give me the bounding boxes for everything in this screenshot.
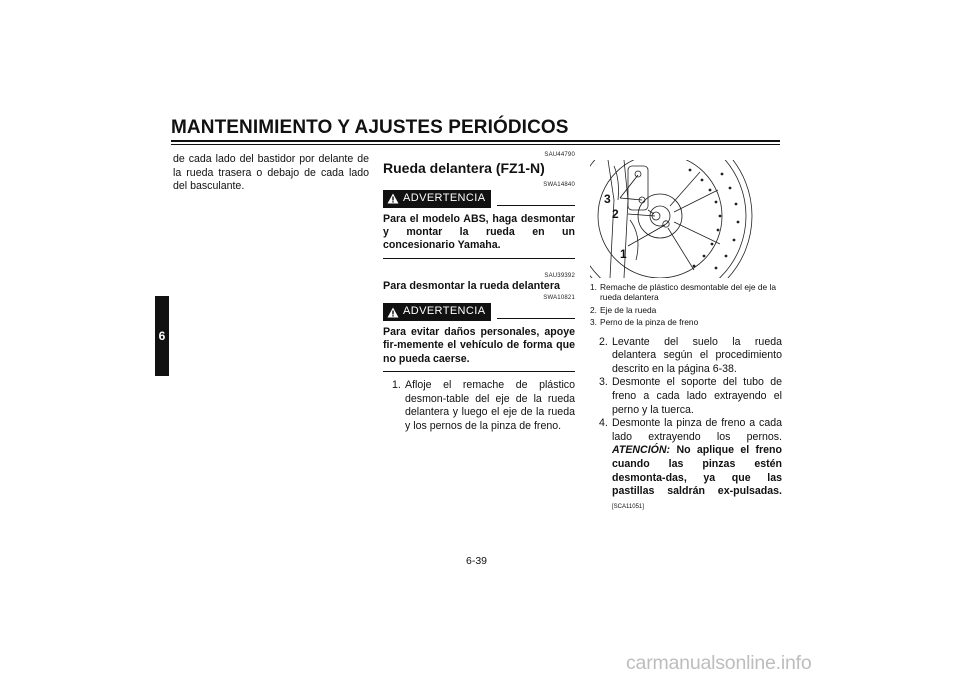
step-item [590,336,782,377]
callout-label: 1 [620,247,627,261]
warning-triangle-icon [387,193,399,204]
header-rule-thin [171,144,780,145]
column-right [590,160,782,514]
warning-banner [383,303,575,321]
callout-label: 2 [612,207,619,221]
step-number: 4. [599,417,608,430]
step-text: Levante del suelo la rueda delantera según el procedimiento descrito en la página 6-38. [612,335,782,375]
warning-label: ADVERTENCIA [403,305,486,318]
warning-end-rule [383,371,575,372]
step-text: Desmonte el soporte del tubo de freno a cada lado extrayendo el perno y la tuerca. [612,376,782,416]
warning-label: ADVERTENCIA [403,192,486,204]
section-code: SAU44790 [544,152,575,158]
caption-item: 1. Remache de plástico desmontable del eje de la rueda delantera [590,282,776,303]
warning-badge [383,303,491,321]
step-number: 2. [599,335,608,348]
warning-code: SWA10821 [543,295,575,302]
step-item [383,379,575,433]
warning-triangle-icon [387,307,399,318]
warning-badge [383,190,491,208]
subsection-code: SAU39392 [544,272,575,279]
warning-end-rule [383,258,575,259]
wheel-figure [590,160,782,278]
figure-caption [590,282,782,328]
column-middle [383,151,575,434]
page-number: 6-39 [466,555,488,567]
warning-code: SWA14840 [543,182,575,188]
step-text: Afloje el remache de plástico desmon-table del eje de la rueda delantera y luego el eje de la rueda y los pernos de la pinza de freno. [405,379,575,432]
warning-text: Para evitar daños personales, apoye fir-memente el vehículo de forma que no pueda caerse. [383,326,575,365]
warning-banner [383,190,575,208]
atencion-label: ATENCIÓN: [612,444,671,457]
notice-code: [SCA11051] [612,503,644,510]
step-number: 3. [599,376,608,389]
section-heading: Rueda delantera (FZ1-N) [383,160,545,176]
column-left [173,153,369,194]
step-text: Desmonte la pinza de freno a cada lado extrayendo los pernos. [612,417,782,443]
subsection-heading: Para desmontar la rueda delantera [383,279,561,292]
callout-label: 3 [604,192,611,206]
header-rule [171,140,780,142]
page-title: MANTENIMIENTO Y AJUSTES PERIÓDICOS [171,117,569,138]
caption-item: 3. Perno de la pinza de freno [590,317,699,328]
notice-text: No aplique el freno cuando las pinzas estén desmonta-das, ya que las pastillas saldrán ex-pulsadas. [612,444,782,498]
chapter-tab: 6 [155,296,169,376]
caption-item: 2. Eje de la rueda [590,304,657,315]
watermark: carmanualsonline.info [626,652,812,674]
step-item [590,417,782,514]
step-item [590,376,782,417]
step-number: 1. [392,379,401,392]
warning-text: Para el modelo ABS, haga desmontar y montar la rueda en un concesionario Yamaha. [383,212,575,252]
continued-paragraph: de cada lado del bastidor por delante de la rueda trasera o debajo de cada lado del basculante. [173,153,369,193]
